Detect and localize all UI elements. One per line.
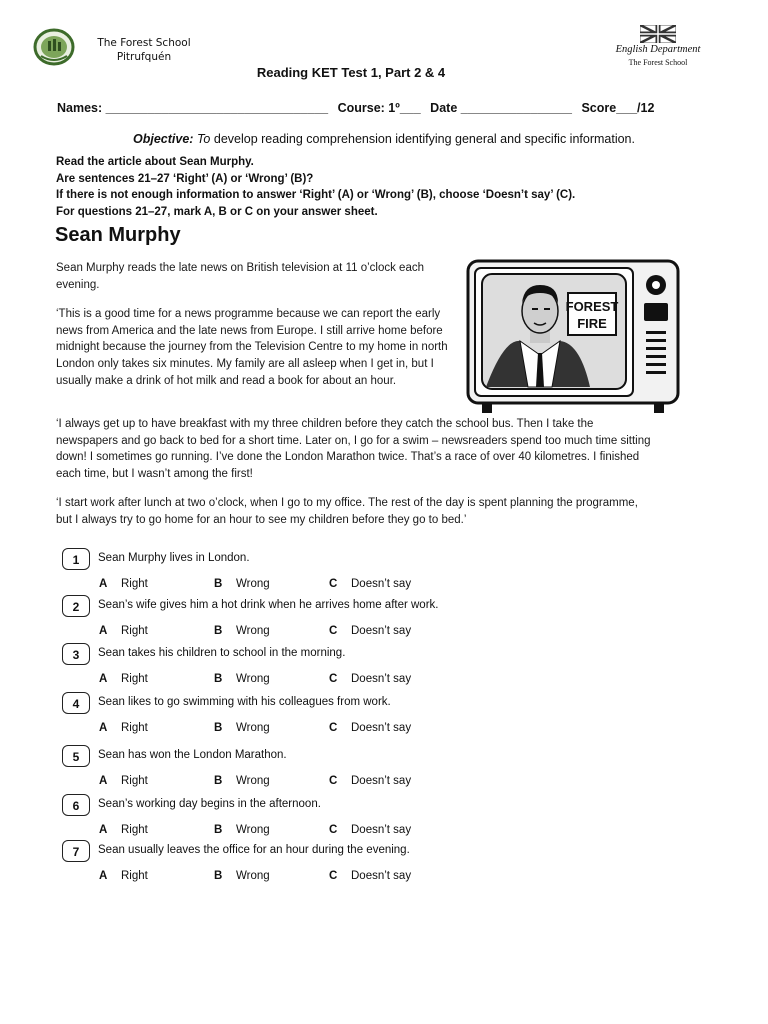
option-c[interactable]: C Doesn’t say (329, 824, 412, 836)
question-number: 4 (62, 692, 90, 714)
question-text: Sean Murphy lives in London. (98, 552, 250, 564)
option-a[interactable]: A Right (99, 870, 148, 882)
question-text: Sean has won the London Marathon. (98, 749, 287, 761)
student-info-line (57, 101, 654, 115)
school-name-line2: Pitrufquén (116, 51, 172, 63)
instruction-line: Read the article about Sean Murphy. (56, 156, 254, 168)
objective-label: Objective: (133, 132, 194, 146)
question-number: 2 (62, 595, 90, 617)
instructions (56, 154, 575, 220)
course-label[interactable]: Course: 1º___ (337, 101, 421, 115)
objective-to: To (196, 132, 211, 146)
question-text: Sean likes to go swimming with his colleagues from work. (98, 696, 391, 708)
option-a[interactable]: A Right (99, 824, 148, 836)
option-b[interactable]: B Wrong (214, 775, 270, 787)
option-b[interactable]: B Wrong (214, 870, 270, 882)
article-paragraph: Sean Murphy reads the late news on British television at 11 o’clock each evening. (56, 262, 424, 291)
option-a[interactable]: A Right (99, 775, 148, 787)
question-text: Sean usually leaves the office for an hour during the evening. (98, 844, 410, 856)
tv-illustration (466, 259, 680, 415)
option-c[interactable]: C Doesn’t say (329, 578, 412, 590)
question-number: 5 (62, 745, 90, 767)
names-blank[interactable]: ________________________________ (105, 101, 329, 115)
department-block (598, 44, 718, 67)
article-paragraph: ‘I always get up to have breakfast with my three children before they catch the school bus. Then I take the newspapers and go back to bed for a short time. Later on, I go for a swim – newsreaders spend too much time sitting down! I sometimes go running. I’ve done the London Marathon twice. That’s a race of over 40 kilometres. I finished each time, but I wasn’t among the first! (56, 418, 651, 481)
option-b[interactable]: B Wrong (214, 824, 270, 836)
question-number: 7 (62, 840, 90, 862)
option-a[interactable]: A Right (99, 625, 148, 637)
option-c[interactable]: C Doesn’t say (329, 722, 412, 734)
question-text: Sean’s wife gives him a hot drink when he arrives home after work. (98, 599, 439, 611)
question-text: Sean takes his children to school in the morning. (98, 647, 346, 659)
uk-flag-icon (640, 25, 676, 43)
score-label: Score___/12 (581, 101, 655, 115)
article-paragraph: ‘I start work after lunch at two o’clock, when I go to my office. The rest of the day is spent planning the programme, but I always try to go home for an hour to see my children before they go to bed.’ (56, 497, 638, 526)
objective (0, 132, 768, 146)
question-number: 1 (62, 548, 90, 570)
option-c[interactable]: C Doesn’t say (329, 625, 412, 637)
option-c[interactable]: C Doesn’t say (329, 673, 412, 685)
objective-text: develop reading comprehension identifying general and specific information. (213, 132, 635, 146)
option-c[interactable]: C Doesn’t say (329, 870, 412, 882)
article-heading: Sean Murphy (55, 224, 181, 246)
option-b[interactable]: B Wrong (214, 578, 270, 590)
instruction-line: Are sentences 21–27 ‘Right’ (A) or ‘Wrong’ (B)? (56, 172, 314, 185)
department-title: English Department (615, 44, 701, 55)
question-text: Sean’s working day begins in the afternoon. (98, 798, 321, 810)
school-logo (33, 28, 75, 66)
tv-screen-text: FOREST (565, 299, 619, 314)
instruction-line: If there is not enough information to answer ‘Right’ (A) or ‘Wrong’ (B), choose ‘Doesn’t say’ (C). (56, 189, 576, 201)
option-a[interactable]: A Right (99, 722, 148, 734)
date-label[interactable]: Date ________________ (430, 101, 572, 115)
option-a[interactable]: A Right (99, 578, 148, 590)
question-number: 3 (62, 643, 90, 665)
article-paragraph: ‘This is a good time for a news programme because we can report the early news from America and the late news from Europe. I still arrive home before midnight because the journey from the Television Centre to my home in north London only takes six minutes. My family are all asleep when I get in, but I usually make a drink of hot milk and read a book for about an hour. (56, 308, 448, 387)
option-b[interactable]: B Wrong (214, 625, 270, 637)
names-label: Names: (57, 101, 103, 115)
option-b[interactable]: B Wrong (214, 673, 270, 685)
option-a[interactable]: A Right (99, 673, 148, 685)
option-b[interactable]: B Wrong (214, 722, 270, 734)
school-name-line1: The Forest School (97, 37, 191, 49)
tv-screen-text: FIRE (577, 316, 607, 331)
instruction-line: For questions 21–27, mark A, B or C on your answer sheet. (56, 205, 378, 218)
school-name (84, 36, 204, 64)
page-title: Reading KET Test 1, Part 2 & 4 (256, 65, 446, 80)
question-number: 6 (62, 794, 90, 816)
department-subtitle: The Forest School (628, 58, 688, 67)
option-c[interactable]: C Doesn’t say (329, 775, 412, 787)
